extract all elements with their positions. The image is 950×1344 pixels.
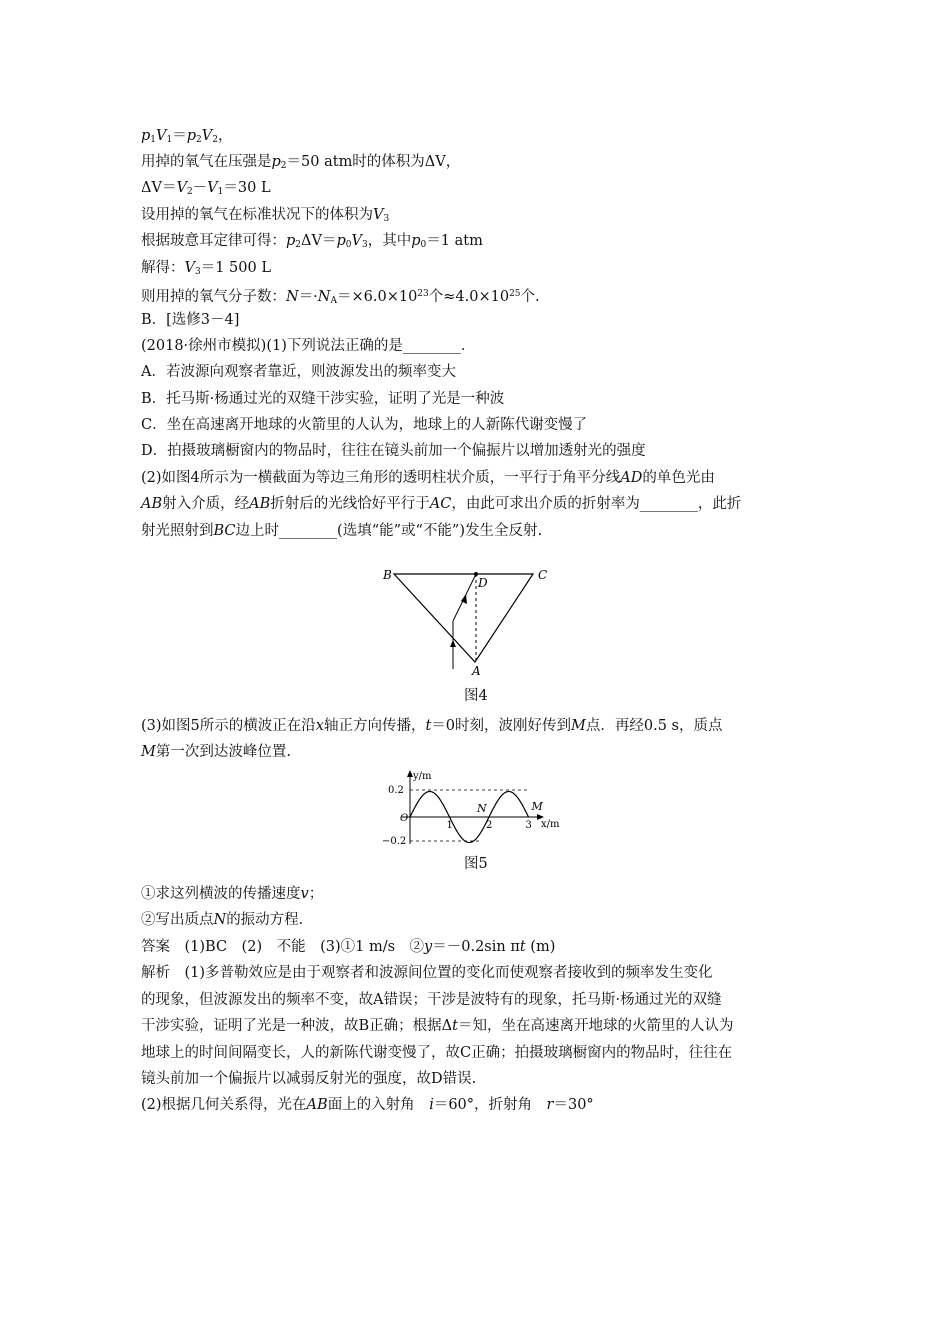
line-4: 设用掉的氧气在标准状况下的体积为$V_3$ <box>141 207 390 224</box>
line-20: ②写出质点N的振动方程. <box>141 912 304 928</box>
line-26: 镜头前加一个偏振片以减弱反射光的强度，故D错误. <box>141 1071 477 1087</box>
x-tick-1: 1 <box>446 820 453 831</box>
triangle-prism <box>394 574 533 662</box>
line-22: 解析 (1)多普勒效应是由于观察者和波源间位置的变化而使观察者接收到的频率发生变化 <box>141 965 713 981</box>
line-1: $p_1V_1=p_2V_2$， <box>141 128 233 145</box>
line-21-answer: 答案 (1)BC (2) 不能 (3)①1 m/s ②y＝－0.2sin πt (m) <box>141 939 556 955</box>
figure-4-caption: 图4 <box>464 688 488 704</box>
line-6: 解得：$V_3=1$ 500 L <box>141 260 271 277</box>
label-b: B <box>383 568 392 582</box>
line-17: (3)如图5所示的横波正在沿x轴正方向传播，t＝0时刻，波刚好传到M点．再经0.5 s，质点 <box>141 718 723 734</box>
line-2: 用掉的氧气在压强是$p_2=50$ atm时的体积为ΔV， <box>141 154 461 171</box>
line-18: M第一次到达波峰位置. <box>141 744 291 760</box>
line-25: 地球上的时间间隔变长，人的新陈代谢变慢了，故C正确；拍摄玻璃橱窗内的物品时，往往在 <box>141 1045 733 1061</box>
line-8: B．[选修3－4] <box>141 312 240 328</box>
x-axis-label: x/m <box>541 819 560 830</box>
point-n-label: N <box>477 802 487 815</box>
x-tick-3: 3 <box>525 820 532 831</box>
origin-label: O <box>400 813 409 824</box>
line-12: C．坐在高速离开地球的火箭里的人认为，地球上的人新陈代谢变慢了 <box>141 417 588 433</box>
figure-4 <box>380 563 570 678</box>
line-14: (2)如图4所示为一横截面为等边三角形的透明柱状介质，一平行于角平分线AD的单色光由 <box>141 470 715 486</box>
figure-5-chart <box>380 768 570 848</box>
line-9: (2018·徐州市模拟)(1)下列说法正确的是________． <box>141 338 476 354</box>
line-15: AB射入介质，经AB折射后的光线恰好平行于AC，由此可求出介质的折射率为________，此折 <box>141 496 742 512</box>
line-13: D．拍摄玻璃橱窗内的物品时，往往在镜头前加一个偏振片以增加透射光的强度 <box>141 443 646 459</box>
line-3: $\Delta V=V_2-V_1=30$ L <box>141 180 271 197</box>
label-d: D <box>478 576 488 590</box>
line-23: 的现象，但波源发出的频率不变，故A错误；干涉是波特有的现象，托马斯·杨通过光的双缝 <box>141 992 722 1008</box>
line-5: 根据玻意耳定律可得：$p_2\Delta V=p_0V_3$，其中$p_0=1$ atm <box>141 233 483 250</box>
y-tick-bottom: −0.2 <box>382 836 407 847</box>
line-10: A．若波源向观察者靠近，则波源发出的频率变大 <box>141 364 456 380</box>
point-m-label: M <box>531 800 543 813</box>
line-7: 则用掉的氧气分子数：$N=\cdot N_A=\times 6.0\times 10^{23}$个$\approx 4.0\times 10^{25}$个. <box>141 289 540 306</box>
y-axis-label: y/m <box>413 771 432 782</box>
line-19: ①求这列横波的传播速度v； <box>141 886 324 902</box>
label-a: A <box>472 664 481 678</box>
line-16: 射光照射到BC边上时________(选填“能”或“不能”)发生全反射. <box>141 523 543 539</box>
line-24: 干涉实验，证明了光是一种波，故B正确；根据Δt＝知，坐在高速离开地球的火箭里的人认为 <box>141 1018 734 1034</box>
y-tick-top: 0.2 <box>388 785 404 796</box>
line-11: B．托马斯·杨通过光的双缝干涉实验，证明了光是一种波 <box>141 391 505 407</box>
x-tick-2: 2 <box>486 820 493 831</box>
label-c: C <box>538 568 548 582</box>
figure-5-caption: 图5 <box>464 856 488 872</box>
line-27: (2)根据几何关系得，光在AB面上的入射角 i＝60°，折射角 r＝30° <box>141 1097 594 1113</box>
